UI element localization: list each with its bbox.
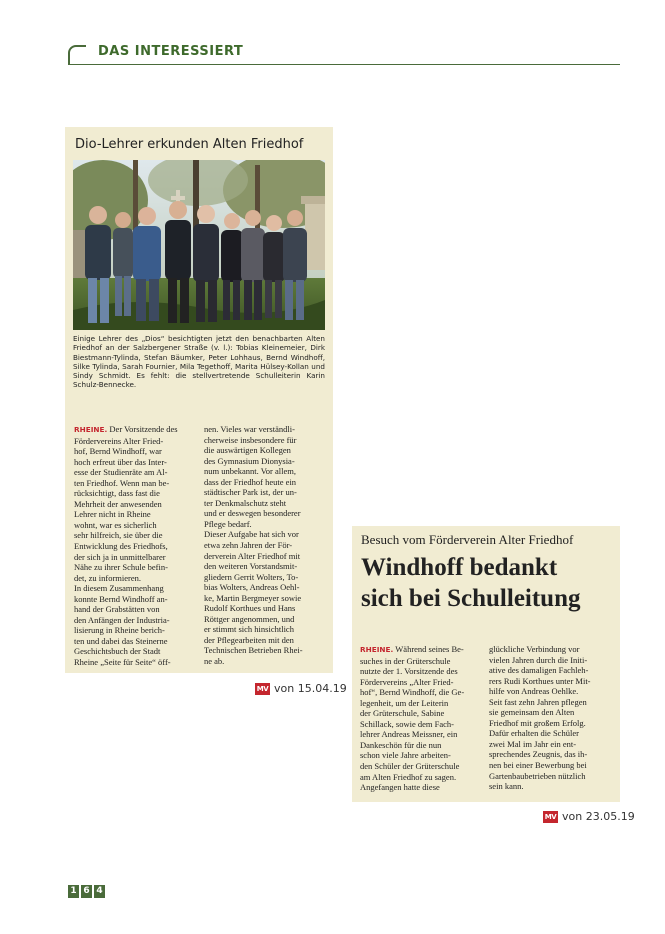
text-line: wohnt, war es sicherlich [74, 519, 157, 530]
mv-logo-badge: MV [256, 685, 269, 693]
text-line: Nähe zu ihrer Schule befin- [74, 562, 168, 573]
text-line: In diesem Zusammenhang [74, 583, 164, 594]
text-line: ke, Martin Bergmeyer sowie [204, 592, 302, 603]
article-1-column-right [204, 424, 328, 667]
article-2-kicker: Besuch vom Förderverein Alter Friedhof [361, 532, 574, 547]
text-line: hof, Bernd Windhoff, war [74, 446, 162, 457]
text-line: Schillack, sowie dem Fach- [360, 718, 454, 729]
text-line: hand der Grabstätten von [74, 604, 160, 615]
article-clipping-2 [352, 526, 620, 802]
page-number-digit: 6 [81, 885, 92, 898]
article-2-first-line [360, 644, 485, 656]
text-line: sehr hilfreich, sie über die [74, 530, 163, 541]
text-line: der Grüterschule, Sabine [360, 708, 445, 719]
text-line: nen. Vieles war verständli- [204, 424, 295, 434]
group-photo-illustration [73, 160, 325, 330]
dateline: RHEINE. [360, 645, 394, 654]
text-line: Röttger angenommen, und [204, 613, 295, 624]
text-line: etwa zehn Jahren der För- [204, 540, 293, 551]
text-line: den Schüler der Grüterschule [360, 761, 460, 772]
article-1-title: Dio-Lehrer erkunden Alten Friedhof [75, 137, 304, 152]
text-line: hoch erfreut über das Inter- [74, 456, 167, 467]
article-1-source-date: von 15.04.19 [274, 682, 347, 695]
text-line: lehrer Andreas Meissner, ein [360, 729, 458, 740]
text-line: glückliche Verbindung vor [489, 644, 580, 654]
text-line: rers Rudi Korthues unter Mit- [489, 675, 591, 686]
text-line: suches in der Grüterschule [360, 655, 451, 666]
text-line: und er deswegen besonderer [204, 508, 301, 519]
text-line: den weiteren Vorstandsmit- [204, 561, 298, 572]
text-line: des Gymnasium Dionysia- [204, 455, 295, 466]
text-line: Pflege bedarf. [204, 518, 252, 529]
text-line: gliedern Gerrit Wolters, To- [204, 571, 299, 582]
headline-line-2: sich bei Schulleitung [361, 585, 581, 612]
text-line: den Anfängen der Industria- [74, 614, 170, 625]
text-line: derverein Alter Friedhof mit [204, 550, 301, 561]
text-line: Entwicklung des Friedhofs, [74, 541, 168, 552]
text-line: hilfe von Andreas Oehlke. [489, 686, 579, 697]
text-line: städtischer Park ist, der un- [204, 487, 297, 498]
text-line: ten Friedhof. Wenn man be- [74, 477, 170, 488]
text-line: vielen Jahren durch die Initi- [489, 654, 588, 665]
text-line: esse der Studienräte am Al- [74, 467, 168, 478]
text-line: Technischen Betrieben Rhei- [204, 645, 303, 656]
page-number-digit: 4 [94, 885, 105, 898]
text-line: Lehrer nicht in Rheine [74, 509, 151, 520]
text-line: sie gemeinsam den Alten [489, 707, 575, 718]
text-line: Dafür erhalten die Schüler [489, 728, 579, 739]
text-line: hof“, Bernd Windhoff, die Ge- [360, 687, 465, 698]
text-line: bias Wolters, Andreas Oehl- [204, 582, 300, 593]
text-line: nen bei einer Bewerbung bei [489, 760, 587, 771]
article-2-headline [361, 552, 581, 614]
photo-caption: Einige Lehrer des „Dios“ besichtigten jetzt den benachbarten Alten Friedhof an der Salzbergener Straße (v. l.): Tobias Kleinemeier, Dirk Biestmann-Tylinda, Stefan Bäumker, Peter Lohhaus, Bernd Windhoff, Silke Tylinda, Sarah Fournier, Mila Tegethoff, Marita Hülsey-Kollan und Sindy Schmidt. Es fehlt: die stellvertretende Schulleiterin Karin Schulz-Bennecke. [73, 334, 325, 390]
article-2-column-right [489, 644, 613, 792]
text-line: ne ab. [204, 656, 225, 667]
text-line: Geschichtsbuch der Stadt [74, 646, 161, 657]
text-line: Fördervereins Alter Fried- [74, 435, 164, 446]
text-line: zwei Mal im Jahr ein ent- [489, 738, 577, 749]
text-line: ter Denkmalschutz steht [204, 497, 287, 508]
text-line: dass der Friedhof heute ein [204, 476, 297, 487]
text-line: rücksichtigt, dass fast die [74, 488, 160, 499]
text-line: ten und dabei das Steinerne [74, 635, 168, 646]
text-line: Während seines Be- [393, 644, 464, 654]
text-line: ative des damaligen Fachleh- [489, 665, 589, 676]
text-line: Angefangen hatte diese [360, 782, 440, 793]
text-line: sein kann. [489, 781, 524, 792]
page-number-digit: 1 [68, 885, 79, 898]
text-line: Mehrheit der anwesenden [74, 498, 162, 509]
text-line: det, zu informieren. [74, 572, 142, 583]
text-line: konnte Bernd Windhoff an- [74, 593, 168, 604]
article-1-column-left [74, 424, 201, 668]
text-line: Friedhof mit großem Erfolg. [489, 717, 586, 728]
text-line: sprechendes Zeugnis, das ih- [489, 749, 588, 760]
text-line: Dankeschön für die nun [360, 739, 442, 750]
text-line: Der Vorsitzende des [107, 424, 178, 434]
text-line: Gartenbaubetrieben nützlich [489, 770, 586, 781]
text-line: cherweise insbesondere für [204, 434, 297, 445]
article-2-source-date: von 23.05.19 [562, 810, 635, 823]
headline-line-1: Windhoff bedankt [361, 554, 558, 581]
group-photo [73, 160, 325, 330]
mv-logo-badge: MV [544, 813, 557, 821]
text-line: die auswärtigen Kollegen [204, 445, 291, 456]
text-line: der sich ja in unmittelbarer [74, 551, 166, 562]
text-line: er stimmt sich hinsichtlich [204, 624, 294, 635]
text-line: schon viele Jahre arbeiten- [360, 750, 451, 761]
text-line: Fördervereins „Alter Fried- [360, 676, 454, 687]
header-rule [68, 64, 620, 65]
header-tab-decoration [68, 45, 86, 64]
text-line: Seit fast zehn Jahren pflegen [489, 696, 587, 707]
article-2-column-left [360, 644, 485, 793]
text-line: Dieser Aufgabe hat sich vor [204, 529, 299, 540]
text-line: legenheit, um der Leiterin [360, 697, 449, 708]
article-1-first-line [74, 424, 201, 436]
text-line: num unbekannt. Vor allem, [204, 466, 296, 477]
text-line: nutzte der 1. Vorsitzende des [360, 666, 458, 677]
text-line: lisierung in Rheine berich- [74, 625, 165, 636]
text-line: der Pflegearbeiten mit den [204, 634, 294, 645]
section-title: DAS INTERESSIERT [98, 44, 244, 59]
article-clipping-1 [65, 127, 333, 673]
dateline: RHEINE. [74, 425, 108, 434]
text-line: Rudolf Korthues und Hans [204, 603, 296, 614]
text-line: Rheine „Seite für Seite“ öff- [74, 657, 171, 668]
text-line: am Alten Friedhof zu sagen. [360, 771, 457, 782]
